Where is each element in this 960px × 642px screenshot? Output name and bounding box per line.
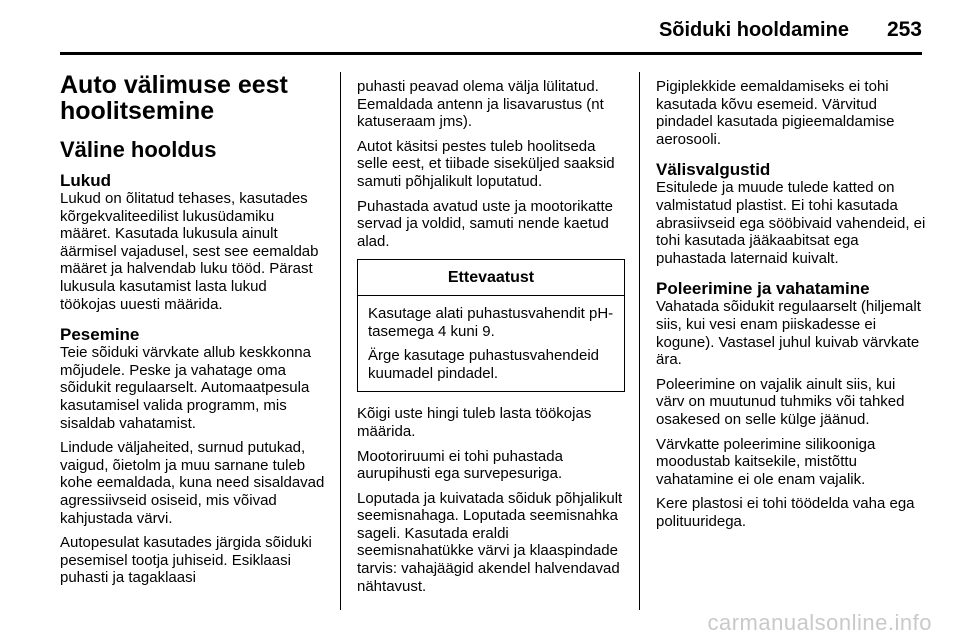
tar-section — [656, 78, 926, 148]
lights-text: Esitulede ja muude tulede katted on valmistatud plastist. Ei tohi kasutada abrasiivseid ega sööbivaid vahendeid, ei tohi kasutada jääkaabitsat ega puhastada laternaid kuivalt. — [656, 179, 926, 267]
paragraph: puhasti peavad olema välja lülitatud. Eemaldada antenn ja lisavarustus (nt katuseraam jms). — [357, 78, 604, 131]
lights-heading: Välisvalgustid — [656, 160, 771, 180]
caution-body — [358, 296, 624, 391]
page-header — [659, 18, 922, 48]
washing-paragraph: Teie sõiduki värvkate allub keskkonna mõjudele. Peske ja vahatage oma sõidukit regulaarselt. Automaatpesula kasutamisel valida programm, mis sisaldab vahatamist. — [60, 344, 311, 432]
caution-paragraph: Kasutage alati puhastusvahendit pH-tasemega 4 kuni 9. — [368, 304, 614, 340]
caution-title: Ettevaatust — [358, 260, 624, 296]
caution-paragraph: Ärge kasutage puhastusvahendeid kuumadel pindadel. — [368, 347, 600, 382]
polish-paragraph: Värvkatte poleerimine silikooniga moodustab kaitsekile, mistõttu vahatamine ei ole enam vajalik. — [656, 435, 876, 488]
polish-section — [656, 279, 926, 530]
page-number: 253 — [886, 18, 922, 41]
caution-box — [357, 259, 625, 392]
column-1 — [60, 72, 325, 612]
section-heading: Väline hooldus — [60, 137, 217, 162]
paragraph: Puhastada avatud uste ja mootorikatte servad ja voldid, samuti nende kaetud alad. — [357, 197, 613, 250]
watermark-text: carmanualsonline.info — [707, 610, 932, 635]
locks-heading: Lukud — [60, 171, 111, 190]
locks-section — [60, 171, 325, 313]
washing-heading: Pesemine — [60, 325, 140, 345]
column-divider — [340, 72, 341, 610]
washing-paragraph: Lindude väljaheited, surnud putukad, vaigud, õietolm ja muu sarnane tuleb kohe eemaldada, kuna need sisaldavad agressiivseid osiseid, mis võivad kahjustada värvi. — [60, 439, 325, 527]
column-divider — [639, 72, 640, 610]
washing-section — [60, 325, 325, 587]
locks-text: Lukud on õlitatud tehases, kasutades kõrgekvaliteedilist lukusüdamiku määret. Kasutada lukusula ainult äärmisel vajadusel, sest see eemaldab määret ja halvendab luku tööd. Pärast lukusula kasutamist lasta lukud töökojas uuesti määrida. — [60, 190, 319, 313]
column-2 — [357, 78, 625, 618]
paragraph: Kõigi uste hingi tuleb lasta töökojas määrida. — [357, 405, 592, 440]
polish-paragraph: Poleerimine on vajalik ainult siis, kui värv on muutunud tuhmiks või tahked osakesed on selle külge jäänud. — [656, 375, 905, 428]
paragraph: Loputada ja kuivatada sõiduk põhjalikult seemisnahaga. Loputada seemisnahka sageli. Kasutada eraldi seemisnahatükke värvi ja klaaspindade tarvis: vahajäägid akendel halvendavad nähtavust. — [357, 489, 623, 595]
header-rule — [60, 52, 922, 55]
paragraph: Autot käsitsi pestes tuleb hoolitseda selle eest, et tiibade siseküljed saaksid samuti põhjalikult loputatud. — [357, 137, 615, 190]
paragraph: Pigiplekkide eemaldamiseks ei tohi kasutada kõvu esemeid. Värvitud pindadel kasutada pigieemaldamise aerosooli. — [656, 78, 895, 148]
washing-paragraph: Autopesulat kasutades järgida sõiduki pesemisel tootja juhiseid. Esiklaasi puhasti ja tagaklaasi — [60, 534, 312, 587]
polish-paragraph: Kere plastosi ei tohi töödelda vaha ega polituuridega. — [656, 495, 915, 530]
lights-section — [656, 160, 926, 267]
polish-heading: Poleerimine ja vahatamine — [656, 279, 870, 299]
polish-paragraph: Vahatada sõidukit regulaarselt (hiljemalt siis, kui vesi enam piiskadesse ei kogune). Vastasel juhul kuivab värvkate ära. — [656, 298, 921, 369]
chapter-title: Auto välimuse eest hoolitsemine — [60, 72, 288, 125]
paragraph: Mootoriruumi ei tohi puhastada aurupihusti ega survepesuriga. — [357, 447, 563, 483]
section-title: Sõiduki hooldamine — [658, 19, 849, 41]
column-3 — [656, 78, 926, 618]
